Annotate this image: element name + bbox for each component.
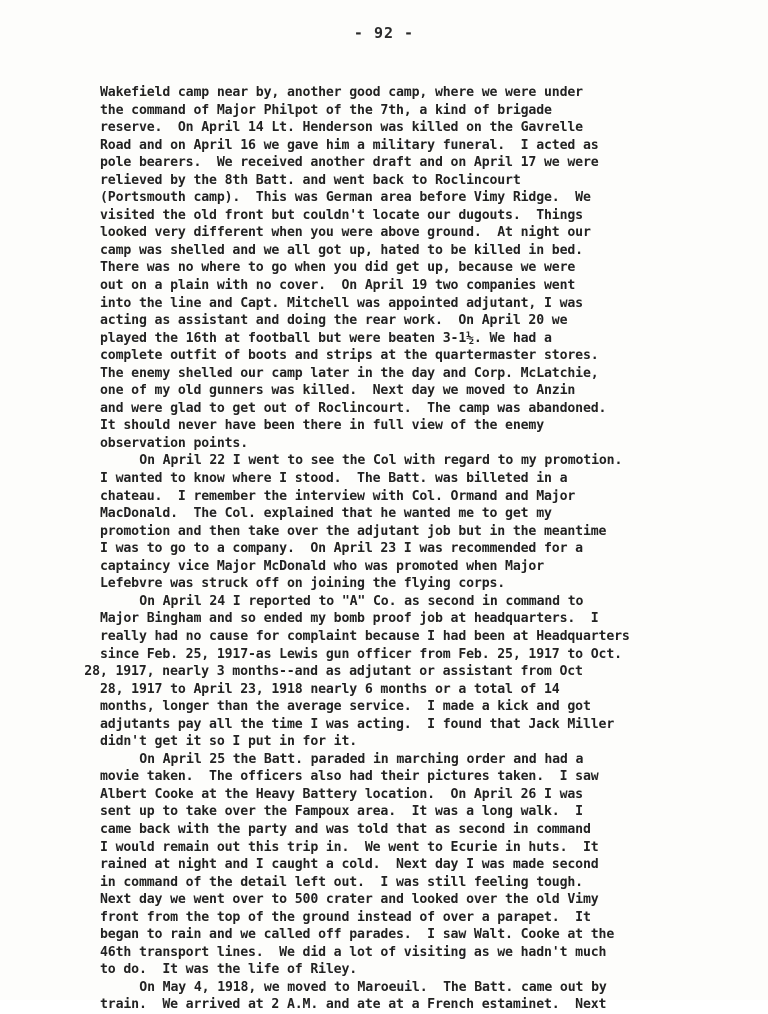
text-line: I wanted to know where I stood. The Batt. was billeted in a bbox=[100, 471, 568, 487]
text-line: I was to go to a company. On April 23 I was recommended for a bbox=[100, 541, 583, 557]
text-line: Next day we went over to 500 crater and looked over the old Vimy bbox=[100, 892, 599, 908]
text-line: Albert Cooke at the Heavy Battery location. On April 26 I was bbox=[100, 786, 583, 802]
text-line: On April 25 the Batt. paraded in marching order and had a bbox=[139, 751, 584, 767]
text-line: played the 16th at football but were beaten 3-1½. We had a bbox=[100, 330, 552, 346]
text-line: On April 24 I reported to "A" Co. as second in command to bbox=[139, 593, 584, 609]
text-line: sent up to take over the Fampoux area. It was a long walk. I bbox=[100, 804, 583, 820]
text-line: into the line and Capt. Mitchell was appointed adjutant, I was bbox=[100, 295, 583, 311]
text-line: captaincy vice Major McDonald who was promoted when Major bbox=[100, 558, 545, 574]
text-line: promotion and then take over the adjutant job but in the meantime bbox=[100, 523, 607, 539]
body-text bbox=[84, 84, 730, 1014]
text-line: months, longer than the average service. I made a kick and got bbox=[100, 699, 591, 715]
text-line: 28, 1917 to April 23, 1918 nearly 6 months or a total of 14 bbox=[100, 681, 560, 697]
text-line: really had no cause for complaint because I had been at Headquarters bbox=[100, 628, 630, 644]
text-line: out on a plain with no cover. On April 19 two companies went bbox=[100, 278, 576, 294]
text-line: (Portsmouth camp). This was German area before Vimy Ridge. We bbox=[100, 190, 591, 206]
text-line: Road and on April 16 we gave him a military funeral. I acted as bbox=[100, 137, 599, 153]
text-line: chateau. I remember the interview with Col. Ormand and Major bbox=[100, 488, 576, 504]
text-line: 46th transport lines. We did a lot of visiting as we hadn't much bbox=[100, 944, 607, 960]
text-line: adjutants pay all the time I was acting. I found that Jack Miller bbox=[100, 716, 615, 732]
text-line: front from the top of the ground instead of over a parapet. It bbox=[100, 909, 591, 925]
text-line: relieved by the 8th Batt. and went back to Roclincourt bbox=[100, 172, 521, 188]
text-line: began to rain and we called off parades. I saw Walt. Cooke at the bbox=[100, 927, 615, 943]
text-line: On April 22 I went to see the Col with regard to my promotion. bbox=[139, 453, 623, 469]
text-line: pole bearers. We received another draft and on April 17 we were bbox=[100, 155, 599, 171]
text-line: came back with the party and was told that as second in command bbox=[100, 821, 591, 837]
text-line: The enemy shelled our camp later in the day and Corp. McLatchie, bbox=[100, 365, 599, 381]
text-line: one of my old gunners was killed. Next day we moved to Anzin bbox=[100, 383, 576, 399]
text-line: the command of Major Philpot of the 7th, a kind of brigade bbox=[100, 102, 552, 118]
text-line: observation points. bbox=[100, 435, 249, 451]
text-line: Lefebvre was struck off on joining the flying corps. bbox=[100, 576, 506, 592]
text-line: Wakefield camp near by, another good camp, where we were under bbox=[100, 85, 583, 100]
text-line: It should never have been there in full view of the enemy bbox=[100, 418, 545, 434]
text-line: looked very different when you were above ground. At night our bbox=[100, 225, 591, 241]
text-line: camp was shelled and we all got up, hated to be killed in bed. bbox=[100, 242, 583, 258]
text-line: since Feb. 25, 1917-as Lewis gun officer from Feb. 25, 1917 to Oct. bbox=[100, 646, 622, 662]
text-line: and were glad to get out of Roclincourt. The camp was abandoned. bbox=[100, 400, 607, 416]
text-line: train. We arrived at 2 A.M. and ate at a French estaminet. Next bbox=[100, 997, 607, 1013]
text-line: acting as assistant and doing the rear work. On April 20 we bbox=[100, 313, 568, 329]
text-line: There was no where to go when you did get up, because we were bbox=[100, 260, 576, 276]
text-line: MacDonald. The Col. explained that he wanted me to get my bbox=[100, 506, 552, 522]
page-number: - 92 - bbox=[353, 24, 415, 42]
text-line: didn't get it so I put in for it. bbox=[100, 734, 358, 750]
text-line: Major Bingham and so ended my bomb proof job at headquarters. I bbox=[100, 611, 599, 627]
text-line: I would remain out this trip in. We went to Ecurie in huts. It bbox=[100, 839, 599, 855]
text-line: in command of the detail left out. I was still feeling tough. bbox=[100, 874, 583, 890]
text-line: movie taken. The officers also had their pictures taken. I saw bbox=[100, 769, 599, 785]
text-line: complete outfit of boots and strips at the quartermaster stores. bbox=[100, 348, 599, 364]
text-line: rained at night and I caught a cold. Next day I was made second bbox=[100, 857, 599, 873]
text-line: 28, 1917, nearly 3 months--and as adjutant or assistant from Oct bbox=[84, 664, 583, 680]
text-line: On May 4, 1918, we moved to Maroeuil. The Batt. came out by bbox=[139, 979, 607, 995]
text-line: visited the old front but couldn't locate our dugouts. Things bbox=[100, 207, 583, 223]
text-line: reserve. On April 14 Lt. Henderson was killed on the Gavrelle bbox=[100, 120, 583, 136]
text-line: to do. It was the life of Riley. bbox=[100, 962, 358, 978]
